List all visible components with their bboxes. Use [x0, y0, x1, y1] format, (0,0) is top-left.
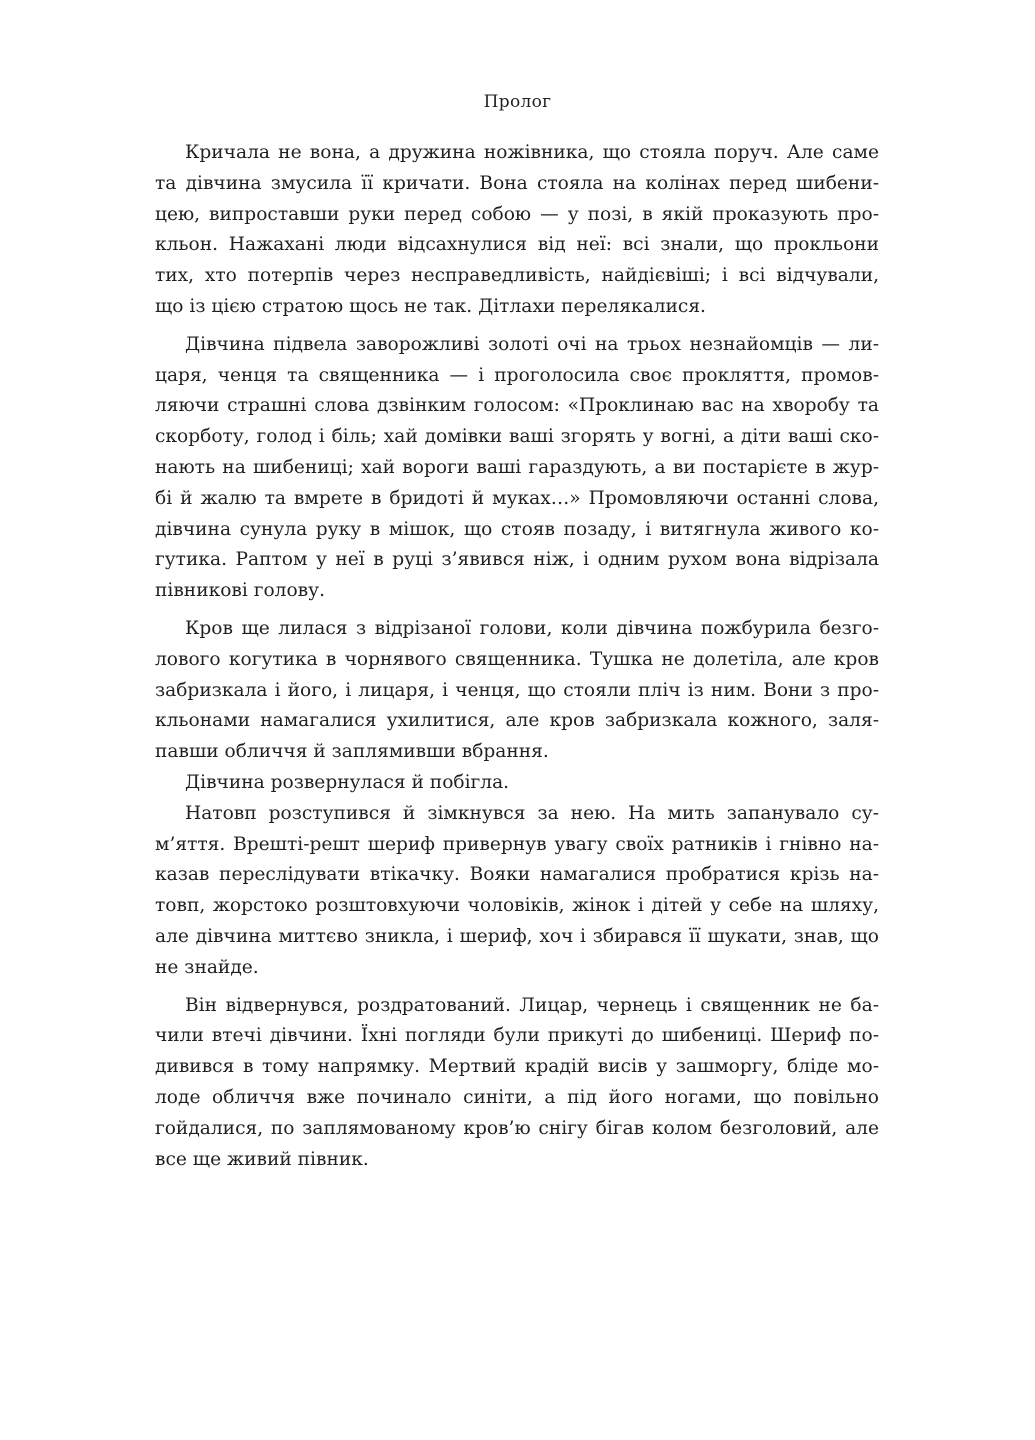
text-line: лового когутика в чорнявого священника. Тушка не долетіла, але кров	[155, 648, 879, 670]
text-line: скорботу, голод і біль; хай домівки ваші згорять у вогні, а діти ваші ско-	[155, 426, 879, 448]
text-line: Дівчина розвернулася й побігла.	[185, 771, 510, 793]
paragraph	[155, 330, 879, 607]
text-line: товп, жорстоко розштовхуючи чоловіків, жінок і дітей у себе на шляху,	[155, 895, 879, 917]
running-head: Пролог	[483, 92, 552, 112]
paragraph	[155, 138, 879, 323]
text-line: тих, хто потерпів через несправедливість, найдієвіші; і всі відчували,	[155, 265, 879, 287]
paragraph	[155, 768, 879, 799]
text-line: павши обличчя й заплямивши вбрання.	[155, 741, 549, 763]
text-line: чили втечі дівчини. Їхні погляди були прикуті до шибениці. Шериф по-	[155, 1025, 879, 1047]
text-line: нають на шибениці; хай вороги ваші гараздують, а ви постарієте в жур-	[155, 456, 879, 478]
text-line: але дівчина миттєво зникла, і шериф, хоч і збирався її шукати, знав, що	[155, 925, 879, 947]
paragraph	[155, 799, 879, 984]
text-line: м’яття. Врешті-решт шериф привернув увагу своїх ратників і гнівно на-	[155, 833, 879, 855]
text-line: Кров ще лилася з відрізаної голови, коли дівчина пожбурила безго-	[185, 617, 879, 639]
text-line: гутика. Раптом у неї в руці з’явився ніж, і одним рухом вона відрізала	[155, 549, 879, 571]
text-line: гойдалися, по заплямованому кров’ю снігу бігав колом безголовий, але	[155, 1117, 879, 1139]
text-line: дивився в тому напрямку. Мертвий крадій висів у зашморгу, бліде мо-	[155, 1056, 879, 1078]
text-line: та дівчина змусила її кричати. Вона стояла на колінах перед шибени-	[155, 172, 879, 194]
text-line: ляючи страшні слова дзвінким голосом: «Проклинаю вас на хворобу та	[155, 395, 879, 417]
text-line: цею, випроставши руки перед собою — у позі, в якій проказують про-	[155, 203, 879, 225]
text-line: дівчина сунула руку в мішок, що стояв позаду, і витягнула живого ко-	[155, 518, 879, 540]
body-text	[155, 138, 879, 1175]
text-line: бі й жалю та вмрете в бридоті й муках…» Промовляючи останні слова,	[155, 487, 879, 509]
text-line: Дівчина підвела заворожливі золоті очі на трьох незнайомців — ли-	[185, 333, 879, 355]
paragraph	[155, 614, 879, 768]
paragraph	[155, 991, 879, 1176]
text-line: Він відвернувся, роздратований. Лицар, чернець і священник не ба-	[185, 994, 879, 1016]
text-line: царя, ченця та священника — і проголосила своє прокляття, промов-	[155, 364, 879, 386]
text-line: забризкала і його, і лицаря, і ченця, що стояли пліч із ним. Вони з про-	[155, 679, 879, 701]
text-line: кльонами намагалися ухилитися, але кров забризкала кожного, заля-	[155, 710, 879, 732]
text-line: казав переслідувати втікачку. Вояки намагалися пробратися крізь на-	[155, 864, 879, 886]
text-line: не знайде.	[155, 956, 259, 978]
text-line: півникові голову.	[155, 580, 325, 602]
text-line: кльон. Нажахані люди відсахнулися від неї: всі знали, що прокльони	[155, 234, 879, 256]
text-line: Натовп розступився й зімкнувся за нею. На мить запанувало су-	[185, 802, 879, 824]
text-line: Кричала не вона, а дружина ножівника, що стояла поруч. Але саме	[185, 142, 879, 163]
text-line: все ще живий півник.	[155, 1148, 369, 1170]
text-line: лоде обличчя вже починало синіти, а під його ногами, що повільно	[155, 1086, 879, 1108]
text-line: що із цією стратою щось не так. Дітлахи перелякалися.	[155, 295, 706, 317]
